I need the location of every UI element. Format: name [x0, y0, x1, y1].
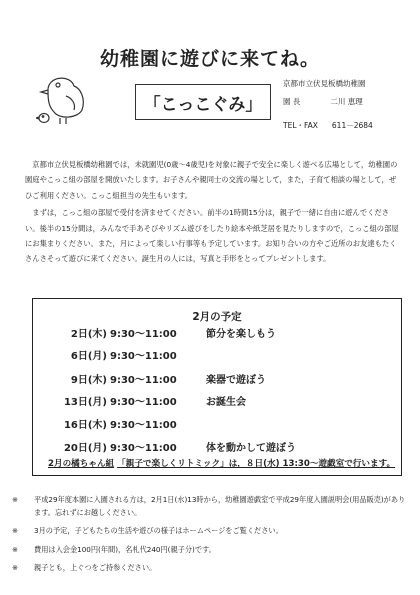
- director-name: 二川 恵理: [330, 97, 363, 106]
- club-name-box: [135, 84, 271, 120]
- notes-list: [12, 493, 412, 574]
- schedule-date: 16日(木): [63, 420, 107, 431]
- schedule-time: 9:30～11:00: [110, 397, 177, 408]
- chicken-and-chicks-icon: [36, 68, 98, 130]
- schedule-date: 6日(月): [70, 351, 107, 362]
- schedule-time: 9:30～11:00: [110, 443, 177, 454]
- note-mark: ※: [12, 526, 19, 536]
- schedule-event: 体を動かして遊ぼう: [206, 443, 296, 454]
- schedule-event: お誕生会: [206, 397, 246, 408]
- note-mark: ※: [12, 495, 19, 504]
- note-item: [12, 543, 412, 556]
- note-item: [12, 561, 412, 574]
- baby-group-label: 2月の橘ちゃん組: [48, 459, 115, 469]
- director-line: [283, 98, 363, 106]
- schedule-title: 2月の予定: [192, 311, 242, 323]
- schedule-event: 楽器で遊ぼう: [206, 375, 266, 386]
- club-name: 「こっこぐみ」: [143, 94, 263, 115]
- note-mark: ※: [12, 562, 19, 572]
- baby-group-note: [48, 457, 395, 469]
- schedule-date: 2日(木): [70, 329, 107, 340]
- note-text: 費用は入会金100円(年間)，名札代240円(親子分)です。: [34, 544, 216, 554]
- tel-line: [283, 122, 373, 130]
- schedule-time: 9:30～11:00: [110, 329, 177, 340]
- schedule-time: 9:30～11:00: [110, 420, 177, 431]
- tel-label: TEL・FAX: [283, 121, 318, 130]
- note-item: [12, 493, 412, 519]
- schedule-time: 9:30～11:00: [110, 375, 177, 386]
- intro-text: [25, 157, 403, 267]
- note-text: 親子とも，上ぐつをご持参ください。: [34, 562, 157, 572]
- school-name: 京都市立伏見板橋幼稚園: [283, 79, 366, 88]
- note-text: 平成29年度本園に入園される方は，2月1日(水)13時から，幼稚園遊戯室で平成29年度入園説明会(用品販売)があります。忘れずにお越しください。: [34, 495, 406, 518]
- intro-paragraph-2: まずは，こっこ組の部屋で受付を済ませてください。前半の1時間15分は，親子で一緒に自由に遊んでください。後半の15分間は，みんなで手あそびやリズム遊びをしたり絵本や紙芝居を見たりしますので，こっこ組の部屋にお集まりください。また，月によって楽しい行事等も予定しています。お知り合いの方やご近所のお友達もたくさんさそって遊びに来てください。誕生月の人には，写真と手形をとってプレゼントします。: [25, 208, 399, 264]
- schedule-date: 20日(月): [63, 443, 107, 454]
- page-title: 幼稚園に遊びに来てね。: [99, 48, 320, 70]
- schedule-date: 13日(月): [63, 397, 107, 408]
- schedule-date: 9日(木): [70, 375, 107, 386]
- schedule-event: 節分を楽しもう: [206, 329, 276, 340]
- note-text: 3月の予定，子どもたちの生活や遊びの様子はホームページをご覧ください。: [34, 526, 283, 536]
- baby-group-text: 「親子で楽しくリトミック」は，８日(水) 13:30～遊戯室で行います。: [117, 459, 396, 469]
- intro-paragraph-1: 京都市立伏見板橋幼稚園では，未就園児(0歳～4歳児)を対象に親子で安全に楽しく遊べる広場として，幼稚園の園庭やこっこ組の部屋を開放いたします。お子さんや親同士の交流の場として，また，子育て相談の場として，ぜひご利用ください。こっこ組担当の先生もいます。: [25, 160, 398, 200]
- schedule-time: 9:30～11:00: [110, 351, 177, 362]
- tel-number: 611－2684: [331, 121, 373, 130]
- note-mark: ※: [12, 544, 19, 554]
- director-label: 園 長: [283, 97, 301, 106]
- note-item: [12, 524, 412, 537]
